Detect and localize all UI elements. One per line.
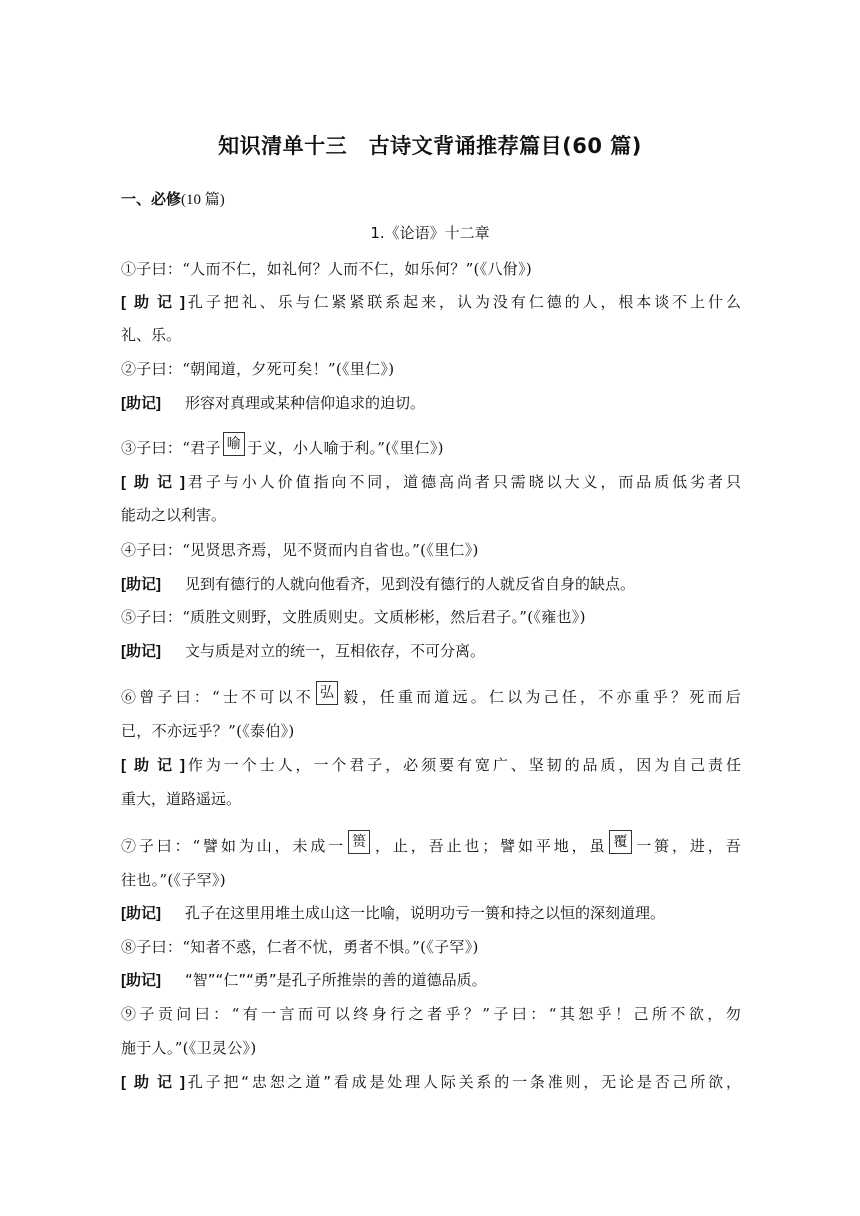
note-tag: [助记]	[121, 1074, 185, 1091]
section-heading	[121, 188, 225, 209]
note-tag: [助记]	[121, 643, 161, 660]
note-1-line-2: 礼、乐。	[121, 326, 182, 344]
quote-2: ②子曰：“朝闻道，夕死可矣！”(《里仁》)	[121, 360, 395, 378]
quote-6-line-1: ⑥曾子曰：“士不可以不 弘 毅，任重而道远。仁以为己任，不亦重乎？死而后	[121, 686, 741, 710]
note-7: [助记] 孔子在这里用堆土成山这一比喻，说明功亏一篑和持之以恒的深刻道理。	[121, 904, 666, 922]
highlighted-char: 喻	[223, 432, 245, 456]
highlighted-char: 覆	[609, 830, 631, 854]
note-6-line-2: 重大，道路遥远。	[121, 790, 242, 808]
quote-5: ⑤子曰：“质胜文则野，文胜质则史。文质彬彬，然后君子。”(《雍也》)	[121, 608, 586, 626]
section-count: (10 篇)	[181, 192, 225, 208]
note-tag: [助记]	[121, 395, 161, 412]
note-3-line-2: 能动之以利害。	[121, 506, 227, 524]
quote-9-line-2: 施于人。”(《卫灵公》)	[121, 1039, 257, 1057]
section-label: 一、必修	[121, 190, 182, 208]
note-tag: [助记]	[121, 757, 185, 774]
note-4: [助记] 见到有德行的人就向他看齐，见到没有德行的人就反省自身的缺点。	[121, 575, 636, 593]
note-2: [助记] 形容对真理或某种信仰追求的迫切。	[121, 394, 426, 412]
highlighted-char: 篑	[348, 830, 370, 854]
note-tag: [助记]	[121, 972, 161, 989]
page-title: 知识清单十三 古诗文背诵推荐篇目(60 篇)	[218, 134, 642, 158]
note-tag: [助记]	[121, 294, 185, 311]
quote-7-line-1: ⑦子曰：“譬如为山，未成一 篑 ，止，吾止也；譬如平地，虽 覆 一篑，进，吾	[121, 835, 741, 859]
highlighted-char: 弘	[316, 681, 338, 705]
note-tag: [助记]	[121, 576, 161, 593]
note-1-line-1: [助记]孔子把礼、乐与仁紧紧联系起来，认为没有仁德的人，根本谈不上什么	[121, 293, 741, 311]
quote-7-line-2: 往也。”(《子罕》)	[121, 871, 226, 889]
chapter-title: 1.《论语》十二章	[370, 224, 490, 242]
note-9: [助记]孔子把“忠恕之道”看成是处理人际关系的一条准则，无论是否己所欲，	[121, 1073, 741, 1091]
note-tag: [助记]	[121, 474, 185, 491]
note-5: [助记] 文与质是对立的统一，互相依存，不可分离。	[121, 642, 486, 660]
note-8: [助记] “智”“仁”“勇”是孔子所推崇的善的道德品质。	[121, 971, 487, 989]
quote-3: ③子曰：“君子 喻 于义，小人喻于利。”(《里仁》)	[121, 437, 741, 461]
note-3-line-1: [助记]君子与小人价值指向不同，道德高尚者只需晓以大义，而品质低劣者只	[121, 473, 741, 491]
note-tag: [助记]	[121, 905, 161, 922]
quote-8: ⑧子曰：“知者不惑，仁者不忧，勇者不惧。”(《子罕》)	[121, 938, 479, 956]
quote-9-line-1: ⑨子贡问曰：“有一言而可以终身行之者乎？”子曰：“其恕乎！己所不欲，勿	[121, 1005, 741, 1023]
quote-4: ④子曰：“见贤思齐焉，见不贤而内自省也。”(《里仁》)	[121, 541, 479, 559]
quote-1: ①子曰：“人而不仁，如礼何？人而不仁，如乐何？”(《八佾》)	[121, 260, 533, 278]
quote-6-line-2: 已，不亦远乎？”(《泰伯》)	[121, 722, 295, 740]
note-6-line-1: [助记]作为一个士人，一个君子，必须要有宽广、坚韧的品质，因为自己责任	[121, 756, 741, 774]
